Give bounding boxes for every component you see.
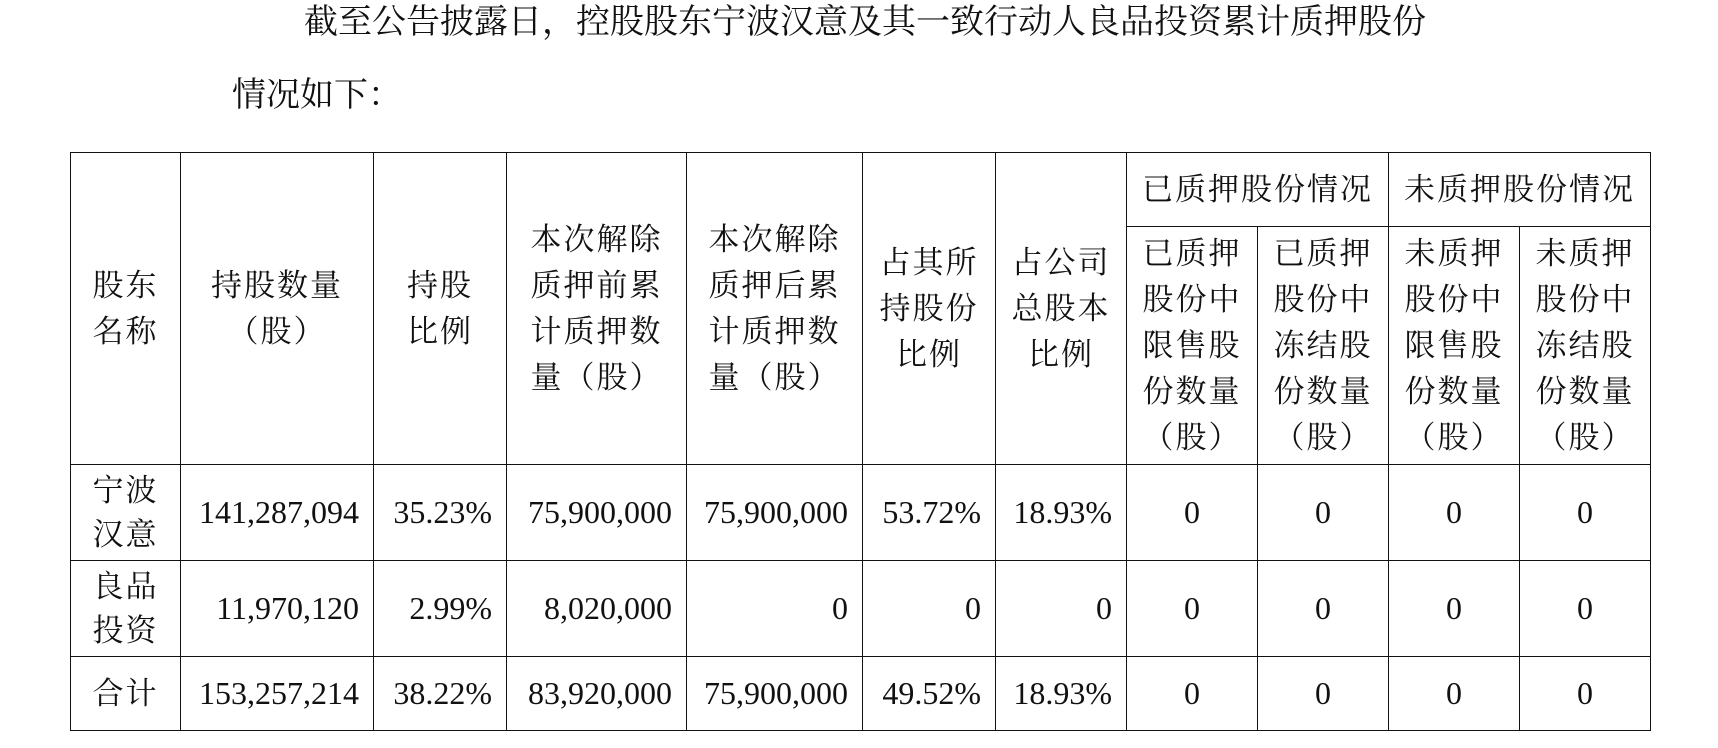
- intro-line-1: 截至公告披露日，控股股东宁波汉意及其一致行动人良品投资累计质押股份: [304, 2, 1426, 42]
- cell-unpledged-restricted: 0: [1389, 657, 1520, 731]
- cell-pledged-before: 75,900,000: [507, 465, 687, 561]
- intro-line-2: 情况如下：: [232, 75, 402, 115]
- cell-pledged-after: 75,900,000: [687, 465, 863, 561]
- header-pledged-after: 本次解除 质押后累 计质押数 量（股）: [687, 153, 863, 465]
- header-ratio-own: 占其所 持股份 比例: [863, 153, 996, 465]
- cell-ratio-own: 53.72%: [863, 465, 996, 561]
- row-shareholder-name: 宁波 汉意: [71, 465, 181, 561]
- row-shareholder-name: 良品 投资: [71, 561, 181, 657]
- cell-unpledged-frozen: 0: [1520, 561, 1651, 657]
- cell-holding-ratio: 2.99%: [374, 561, 507, 657]
- header-ratio-total: 占公司 总股本 比例: [996, 153, 1127, 465]
- cell-pledged-restricted: 0: [1127, 465, 1258, 561]
- table-row-total: [71, 657, 1651, 731]
- cell-pledged-after: 0: [687, 561, 863, 657]
- cell-ratio-total: 0: [996, 561, 1127, 657]
- header-unpledged-group: 未质押股份情况: [1389, 153, 1651, 227]
- cell-unpledged-frozen: 0: [1520, 657, 1651, 731]
- header-shareholder: 股东 名称: [71, 153, 181, 465]
- cell-pledged-restricted: 0: [1127, 657, 1258, 731]
- cell-unpledged-frozen: 0: [1520, 465, 1651, 561]
- table-row: [71, 465, 1651, 561]
- cell-pledged-before: 83,920,000: [507, 657, 687, 731]
- header-unpledged-frozen: 未质押 股份中 冻结股 份数量 （股）: [1520, 227, 1651, 465]
- cell-shares-held: 153,257,214: [181, 657, 374, 731]
- cell-holding-ratio: 38.22%: [374, 657, 507, 731]
- table-row: [71, 561, 1651, 657]
- cell-holding-ratio: 35.23%: [374, 465, 507, 561]
- cell-pledged-frozen: 0: [1258, 561, 1389, 657]
- header-pledged-restricted: 已质押 股份中 限售股 份数量 （股）: [1127, 227, 1258, 465]
- cell-shares-held: 11,970,120: [181, 561, 374, 657]
- cell-ratio-own: 49.52%: [863, 657, 996, 731]
- pledge-table: [70, 152, 1651, 731]
- cell-ratio-total: 18.93%: [996, 465, 1127, 561]
- cell-pledged-before: 8,020,000: [507, 561, 687, 657]
- cell-ratio-own: 0: [863, 561, 996, 657]
- cell-pledged-frozen: 0: [1258, 657, 1389, 731]
- cell-pledged-frozen: 0: [1258, 465, 1389, 561]
- row-total-label: 合计: [71, 657, 181, 731]
- cell-ratio-total: 18.93%: [996, 657, 1127, 731]
- cell-unpledged-restricted: 0: [1389, 465, 1520, 561]
- header-holding-ratio: 持股 比例: [374, 153, 507, 465]
- header-row-1: [71, 153, 1651, 227]
- cell-pledged-after: 75,900,000: [687, 657, 863, 731]
- header-pledged-frozen: 已质押 股份中 冻结股 份数量 （股）: [1258, 227, 1389, 465]
- header-shares-held: 持股数量 （股）: [181, 153, 374, 465]
- header-pledged-group: 已质押股份情况: [1127, 153, 1389, 227]
- cell-pledged-restricted: 0: [1127, 561, 1258, 657]
- header-unpledged-restricted: 未质押 股份中 限售股 份数量 （股）: [1389, 227, 1520, 465]
- cell-shares-held: 141,287,094: [181, 465, 374, 561]
- header-pledged-before: 本次解除 质押前累 计质押数 量（股）: [507, 153, 687, 465]
- cell-unpledged-restricted: 0: [1389, 561, 1520, 657]
